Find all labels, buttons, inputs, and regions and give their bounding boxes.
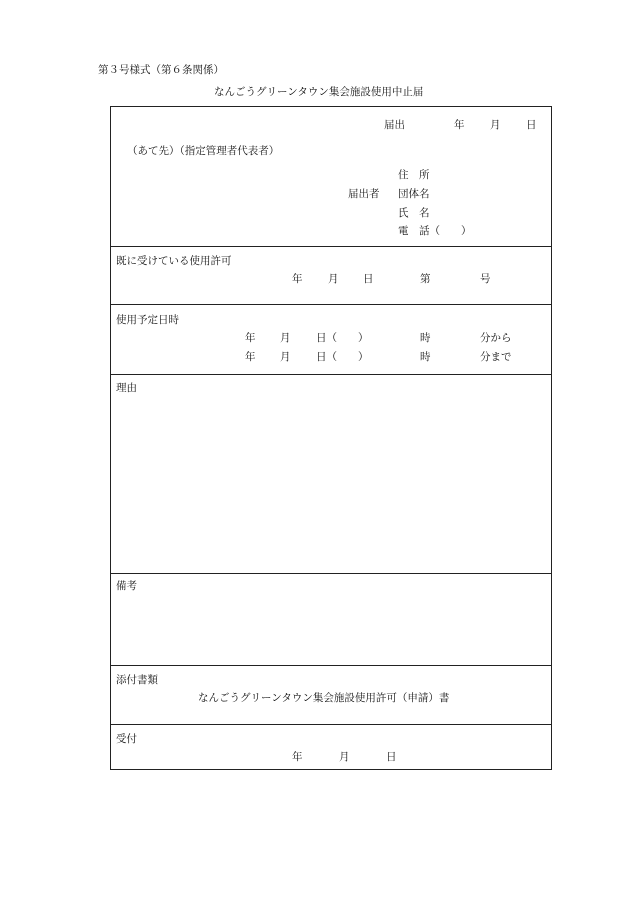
form-number: 第３号様式（第６条関係）	[98, 64, 224, 76]
schedule-start-from: 分から	[480, 332, 512, 344]
reception-label: 受付	[116, 733, 137, 745]
schedule-end-day: 日（ ）	[316, 351, 369, 363]
permit-month: 月	[328, 273, 339, 285]
notify-day: 日	[526, 119, 537, 131]
remarks-label: 備考	[116, 580, 137, 592]
permit-year: 年	[292, 273, 303, 285]
schedule-start-day: 日（ ）	[316, 332, 369, 344]
address-label: 住 所	[398, 169, 430, 181]
attachments-item: なんごうグリーンタウン集会施設使用許可（申請）書	[198, 692, 450, 704]
schedule-start-month: 月	[280, 332, 291, 344]
reception-month: 月	[339, 751, 350, 763]
name-label: 氏 名	[398, 207, 430, 219]
attachments-label: 添付書類	[116, 674, 158, 686]
schedule-end-month: 月	[280, 351, 291, 363]
applicant-label: 届出者	[348, 188, 380, 200]
notify-month: 月	[490, 119, 501, 131]
phone-label: 電 話（ ）	[398, 225, 472, 237]
group-name-label: 団体名	[398, 188, 430, 200]
divider-1	[111, 246, 551, 247]
permit-go: 号	[480, 273, 491, 285]
schedule-label: 使用予定日時	[116, 314, 179, 326]
schedule-start-year: 年	[245, 332, 256, 344]
divider-2	[111, 304, 551, 305]
divider-6	[111, 724, 551, 725]
schedule-end-hour: 時	[420, 351, 431, 363]
schedule-end-year: 年	[245, 351, 256, 363]
addressee: （あて先）（指定管理者代表者）	[127, 145, 280, 157]
schedule-start-hour: 時	[420, 332, 431, 344]
schedule-end-to: 分まで	[480, 351, 512, 363]
divider-5	[111, 665, 551, 666]
form-table	[110, 106, 552, 770]
divider-4	[111, 573, 551, 574]
divider-3	[111, 374, 551, 375]
permit-day: 日	[363, 273, 374, 285]
notify-date-label: 届出	[384, 119, 405, 131]
reception-day: 日	[386, 751, 397, 763]
form-title: なんごうグリーンタウン集会施設使用中止届	[214, 86, 424, 98]
reason-label: 理由	[116, 382, 137, 394]
reception-year: 年	[292, 751, 303, 763]
permit-dai: 第	[420, 273, 431, 285]
permit-label: 既に受けている使用許可	[116, 255, 232, 267]
notify-year: 年	[454, 119, 465, 131]
